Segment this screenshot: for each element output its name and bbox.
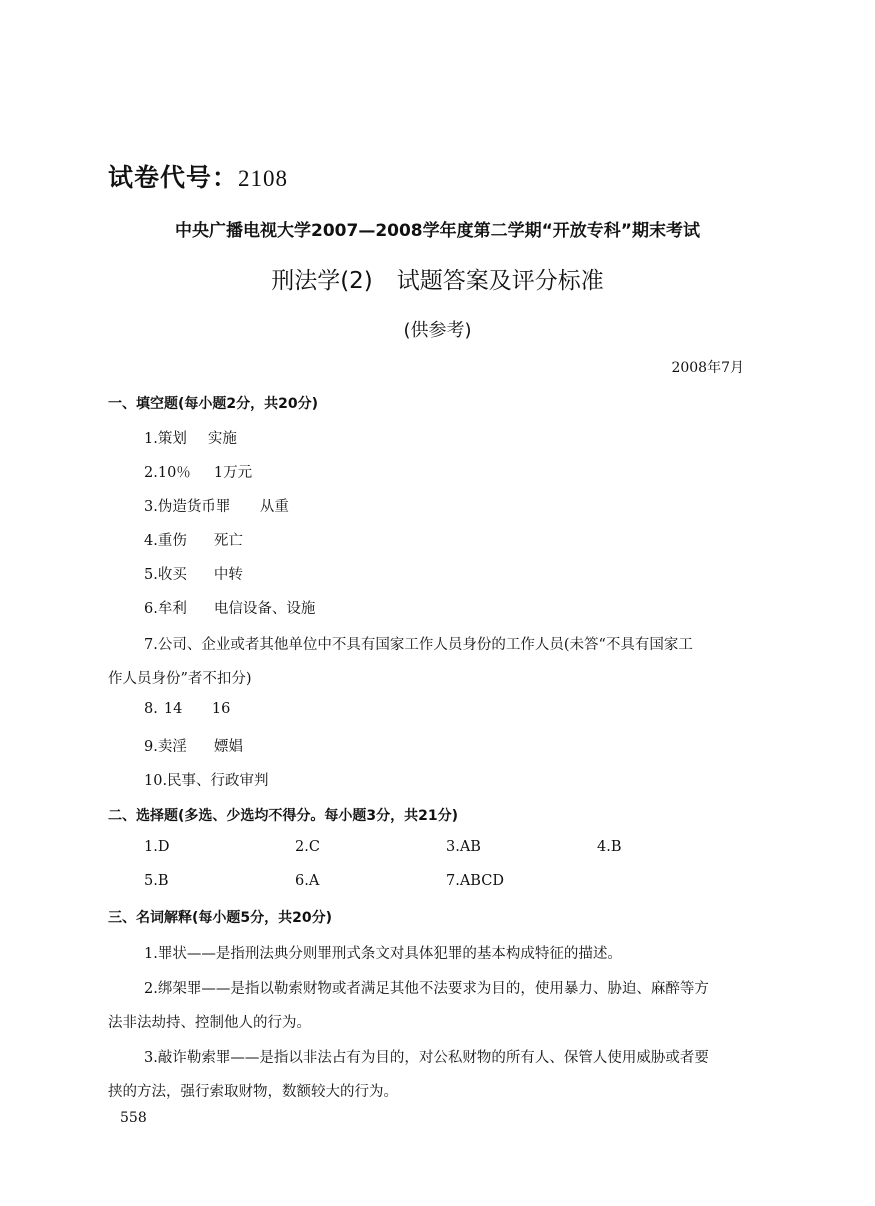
- list-item: 4.重伤 死亡: [144, 533, 243, 549]
- list-item-10: 10.民事、行政审判: [144, 773, 269, 789]
- list-item-7-line1: 7.公司、企业或者其他单位中不具有国家工作人员身份的工作人员(未答“不具有国家工: [144, 637, 693, 653]
- exam-code-number: 2108: [238, 166, 289, 191]
- list-item: 8. 14 16: [144, 701, 231, 717]
- choice-answer: 6.A: [295, 873, 320, 889]
- choice-answer: 7.ABCD: [446, 873, 504, 889]
- section1-heading: 一、填空题(每小题2分，共20分): [108, 396, 319, 412]
- list-item: 5.收买 中转: [144, 567, 243, 583]
- definition-item-2-line1: 2.绑架罪——是指以勒索财物或者满足其他不法要求为目的，使用暴力、胁迫、麻醉等方: [144, 981, 709, 997]
- choice-answer: 3.AB: [446, 839, 481, 855]
- choice-answer: 2.C: [295, 839, 320, 855]
- definition-item-3-line2: 挟的方法，强行索取财物，数额较大的行为。: [108, 1084, 398, 1100]
- title-subject: 刑法学(2): [271, 268, 373, 294]
- list-item-7-line2: 作人员身份”者不扣分): [108, 671, 252, 687]
- title-rest: 试题答案及评分标准: [396, 268, 604, 294]
- list-item: 2.10％ 1万元: [144, 465, 253, 481]
- exam-code: [108, 158, 288, 194]
- section3-heading: 三、名词解释(每小题5分，共20分): [108, 910, 333, 926]
- definition-item-2-line2: 法非法劫持、控制他人的行为。: [108, 1015, 311, 1031]
- page-title: [0, 262, 875, 295]
- definition-item-3-line1: 3.敲诈勒索罪——是指以非法占有为目的，对公私财物的所有人、保管人使用威胁或者要: [144, 1050, 709, 1066]
- exam-date: 2008年7月: [671, 360, 744, 376]
- list-item: 6.牟利 电信设备、设施: [144, 601, 316, 617]
- university-line: 中央广播电视大学2007—2008学年度第二学期“开放专科”期末考试: [175, 221, 700, 241]
- list-item: 9.卖淫 嫖娼: [144, 739, 243, 755]
- choice-answer: 4.B: [597, 839, 622, 855]
- page-number: 558: [120, 1110, 147, 1126]
- section2-heading: 二、选择题(多选、少选均不得分。每小题3分，共21分): [108, 808, 459, 824]
- exam-code-label: 试卷代号：: [108, 163, 239, 192]
- reference-note: (供参考): [403, 320, 472, 341]
- definition-item-1: 1.罪状——是指刑法典分则罪刑式条文对具体犯罪的基本构成特征的描述。: [144, 946, 622, 962]
- choice-answer: 5.B: [144, 873, 169, 889]
- list-item: 3.伪造货币罪 从重: [144, 499, 289, 515]
- choice-answer: 1.D: [144, 839, 170, 855]
- list-item: 1.策划 实施: [144, 431, 237, 447]
